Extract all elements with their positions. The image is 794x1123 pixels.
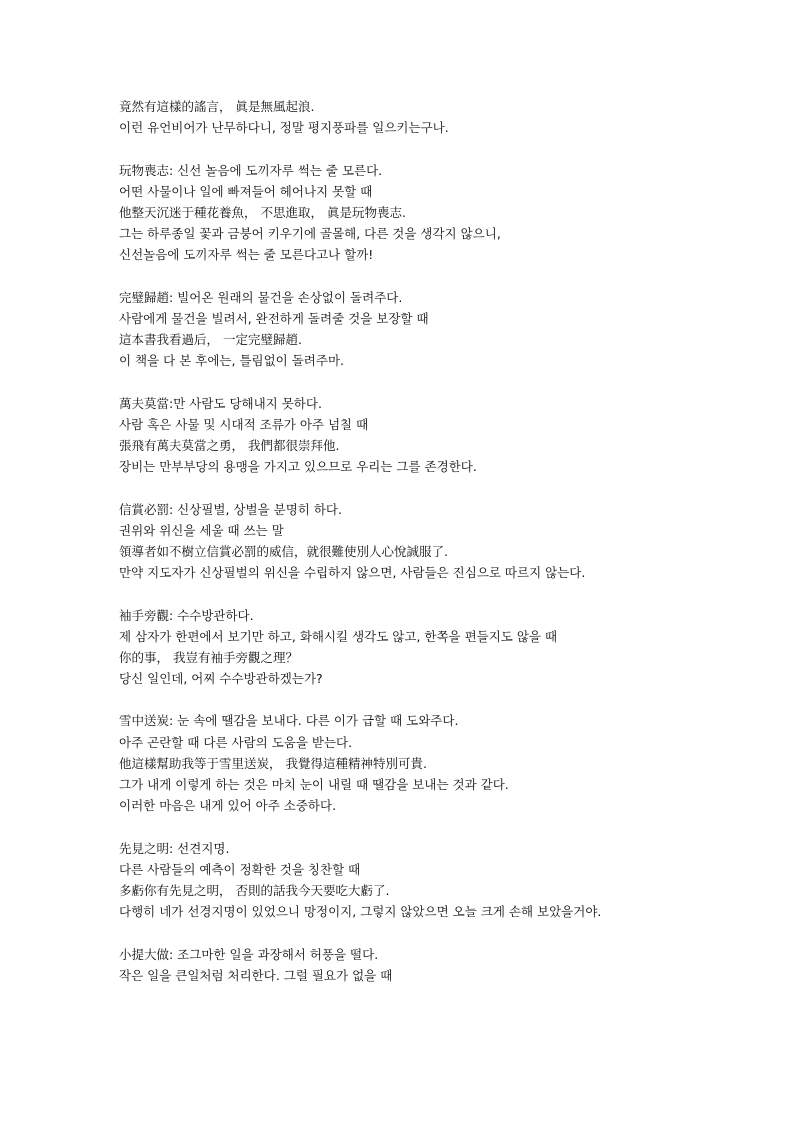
idiom-usage: 사람 혹은 사물 및 시대적 조류가 아주 넘칠 때 bbox=[119, 416, 369, 432]
example-sentence-korean: 신선놀음에 도끼자루 썩는 줄 모른다고나 할까! bbox=[119, 247, 374, 263]
example-sentence-korean: 그는 하루종일 꽃과 금붕어 키우기에 골몰해, 다른 것을 생각지 않으니, bbox=[119, 226, 501, 242]
idiom-definition: 袖手旁觀: 수수방관하다. bbox=[119, 607, 254, 623]
example-sentence-chinese: 竟然有這樣的謠言， 眞是無風起浪. bbox=[119, 99, 315, 114]
example-sentence-korean: 이 책을 다 본 후에는, 틀림없이 돌려주마. bbox=[119, 353, 344, 369]
idiom-block bbox=[119, 287, 675, 372]
idiom-block bbox=[119, 944, 675, 986]
idiom-usage: 사람에게 물건을 빌려서, 완전하게 돌려줄 것을 보장할 때 bbox=[119, 310, 429, 326]
document-body bbox=[119, 96, 675, 986]
example-sentence-chinese: 他這樣幫助我等于雪里送炭， 我覺得這種精神特別可貴. bbox=[119, 755, 427, 771]
example-sentence-chinese: 領導者如不樹立信賞必罰的威信，就很難使別人心悅誠服了. bbox=[119, 543, 448, 559]
idiom-block bbox=[119, 393, 675, 478]
example-sentence-korean: 이런 유언비어가 난무하다니, 정말 평지풍파를 일으키는구나. bbox=[119, 120, 449, 136]
example-sentence-korean: 만약 지도자가 신상필벌의 위신을 수립하지 않으면, 사람들은 진심으로 따르지 않는다. bbox=[119, 565, 586, 581]
example-sentence-korean: 그가 내게 이렇게 하는 것은 마치 눈이 내릴 때 땔감을 보내는 것과 같다. bbox=[119, 777, 509, 793]
idiom-block bbox=[119, 160, 675, 266]
example-sentence-chinese: 多虧你有先見之明， 否則的話我今天要吃大虧了. bbox=[119, 882, 390, 898]
idiom-definition: 萬夫莫當:만 사람도 당해내지 못하다. bbox=[119, 395, 322, 411]
idiom-definition: 小提大做: 조그마한 일을 과장해서 허풍을 떨다. bbox=[119, 946, 379, 962]
example-sentence-korean: 다행히 네가 선경지명이 있었으니 망정이지, 그렇지 않았으면 오늘 크게 손해 보았을거야. bbox=[119, 904, 602, 920]
idiom-usage: 어떤 사물이나 일에 빠져들어 헤어나지 못할 때 bbox=[119, 183, 373, 199]
idiom-definition: 先見之明: 선견지명. bbox=[119, 840, 230, 856]
idiom-block bbox=[119, 838, 675, 923]
idiom-usage: 아주 곤란할 때 다른 사람의 도움을 받는다. bbox=[119, 734, 353, 750]
idiom-block bbox=[119, 710, 675, 816]
idiom-definition: 雪中送炭: 눈 속에 땔감을 보내다. 다른 이가 급할 때 도와주다. bbox=[119, 713, 459, 729]
idiom-block bbox=[119, 96, 675, 138]
example-sentence-chinese: 這本書我看過后， 一定完璧歸趙. bbox=[119, 332, 302, 348]
idiom-definition: 完璧歸趙: 빌어온 원래의 물건을 손상없이 돌려주다. bbox=[119, 289, 403, 305]
idiom-usage: 권위와 위신을 세울 때 쓰는 말 bbox=[119, 522, 284, 538]
idiom-definition: 玩物喪志: 신선 놀음에 도끼자루 썩는 줄 모른다. bbox=[119, 162, 383, 178]
example-sentence-chinese: 張飛有萬夫莫當之勇， 我們都很崇拜他. bbox=[119, 438, 340, 453]
idiom-usage: 다른 사람들의 예측이 정확한 것을 칭찬할 때 bbox=[119, 861, 361, 877]
idiom-usage: 작은 일을 큰일처럼 처리한다. 그럴 필요가 없을 때 bbox=[119, 967, 393, 983]
idiom-definition: 信賞必罰: 신상필벌, 상벌을 분명히 하다. bbox=[119, 501, 342, 517]
idiom-block bbox=[119, 499, 675, 584]
example-sentence-korean: 이러한 마음은 내게 있어 아주 소중하다. bbox=[119, 798, 337, 814]
example-sentence-chinese: 他整天沉迷于種花養魚， 不思進取， 眞是玩物喪志. bbox=[119, 204, 406, 220]
example-sentence-korean: 장비는 만부부당의 용맹을 가지고 있으므로 우리는 그를 존경한다. bbox=[119, 459, 477, 475]
example-sentence-chinese: 你的事， 我豈有袖手旁觀之理？ bbox=[119, 649, 298, 665]
example-sentence-korean: 당신 일인데, 어찌 수수방관하겠는가? bbox=[119, 671, 323, 687]
idiom-usage: 제 삼자가 한편에서 보기만 하고, 화해시킬 생각도 않고, 한쪽을 편들지도 않을 때 bbox=[119, 628, 558, 644]
idiom-block bbox=[119, 605, 675, 690]
